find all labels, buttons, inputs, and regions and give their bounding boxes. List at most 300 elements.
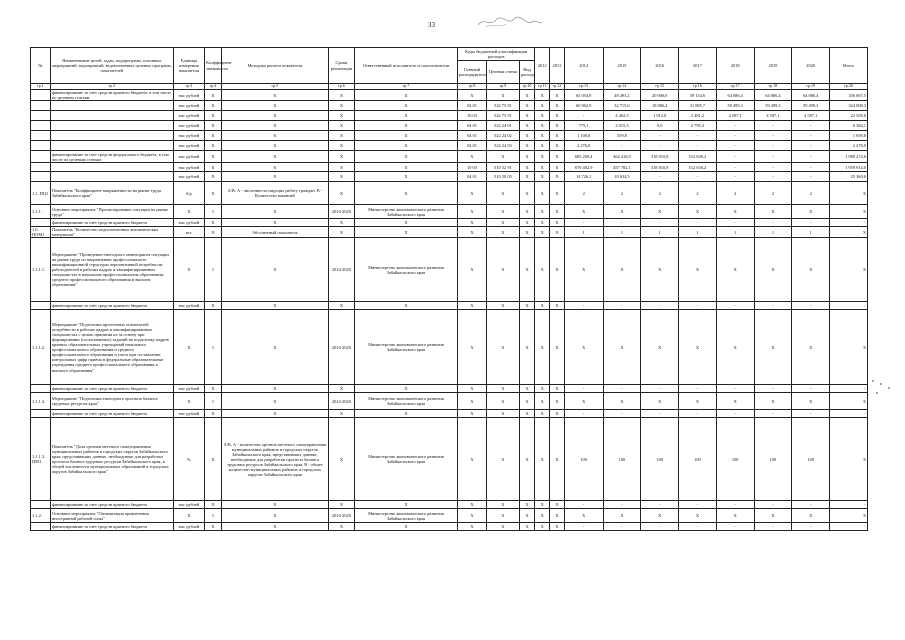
- cell-grbs: X: [457, 302, 486, 310]
- cell-y14: -: [564, 501, 603, 509]
- cell-y16: 318 010,8: [641, 163, 679, 172]
- cell-y19: -: [754, 501, 792, 509]
- cell-num: [31, 90, 51, 101]
- cell-y18: -: [716, 131, 754, 141]
- cell-y13: X: [550, 205, 565, 219]
- table-row: [31, 172, 868, 182]
- cell-y17: 2: [679, 182, 717, 205]
- cell-y14: 670 482,9: [564, 163, 603, 172]
- cell-grbs: X: [457, 501, 486, 509]
- cell-y13: X: [550, 227, 565, 238]
- cell-exec: X: [355, 523, 458, 531]
- cell-total: -: [830, 302, 868, 310]
- cell-y19: -: [754, 523, 792, 531]
- cell-cs: 522 24 01: [487, 121, 520, 131]
- cell-method: X: [221, 131, 328, 141]
- cell-num: [31, 101, 51, 111]
- cell-term: X: [328, 172, 354, 182]
- cell-y12: X: [535, 509, 550, 523]
- cell-y16: -: [641, 523, 679, 531]
- cell-total: -: [830, 523, 868, 531]
- cell-y14: 685 269,4: [564, 151, 603, 163]
- cell-method: X: [221, 101, 328, 111]
- cell-y13: X: [550, 410, 565, 418]
- cell-unit: %: [173, 418, 204, 501]
- table-row: [31, 501, 868, 509]
- table-row: [31, 163, 868, 172]
- cell-vr: X: [519, 501, 535, 509]
- cell-y15: 2: [603, 182, 641, 205]
- cell-y12: X: [535, 310, 550, 385]
- cell-y15: X: [603, 393, 641, 410]
- cell-grbs: X: [457, 418, 486, 501]
- cell-name: [50, 131, 173, 141]
- cell-coef: X: [205, 219, 222, 227]
- cell-y15: -: [603, 302, 641, 310]
- cell-y20: -: [792, 501, 830, 509]
- cell-name: финансирование за счёт средств краевого бюджета: [50, 302, 173, 310]
- cell-grbs: X: [457, 393, 486, 410]
- cell-y12: X: [535, 227, 550, 238]
- cell-total: -: [830, 410, 868, 418]
- cell-cs: X: [487, 238, 520, 302]
- cell-y19: 1: [754, 227, 792, 238]
- cell-grbs: X: [457, 310, 486, 385]
- cell-total: 1 959 914,0: [830, 163, 868, 172]
- cell-method: X: [221, 310, 328, 385]
- cell-method: А/В, А - численность ищущих работу граждан, В - Количество вакансий: [221, 182, 328, 205]
- cell-y19: X: [754, 393, 792, 410]
- cell-unit: тыс рублей: [173, 219, 204, 227]
- table-row: [31, 141, 868, 151]
- cell-y17: 2 481,2: [679, 111, 717, 121]
- cell-method: А/В, А - количество органов местного самоуправления муниципальных районов и городских округов Забайкальского края, представивших данные, необходимые для разработки прогноза баланса трудовых ресурсов Забайкальского края, В - общее количество муниципальных районов и городских округов Забайкальского края: [221, 418, 328, 501]
- cell-exec: X: [355, 172, 458, 182]
- table-row: [31, 238, 868, 302]
- cell-y14: -: [564, 302, 603, 310]
- cell-y16: X: [641, 310, 679, 385]
- cell-y14: 2: [564, 182, 603, 205]
- cell-term: X: [328, 410, 354, 418]
- cell-unit: X: [173, 238, 204, 302]
- cell-y15: 464 416,0: [603, 151, 641, 163]
- column-index-cell: гр.16: [679, 84, 717, 90]
- cell-grbs: X: [457, 385, 486, 393]
- cell-num: [31, 172, 51, 182]
- cell-method: X: [221, 172, 328, 182]
- cell-y19: -: [754, 219, 792, 227]
- table-body: [31, 90, 868, 531]
- cell-exec: X: [355, 121, 458, 131]
- cell-exec: X: [355, 302, 458, 310]
- cell-unit: X: [173, 393, 204, 410]
- cell-cs: X: [487, 385, 520, 393]
- cell-unit: тыс рублей: [173, 163, 204, 172]
- cell-term: X: [328, 227, 354, 238]
- cell-total: X: [830, 205, 868, 219]
- cell-unit: шт.: [173, 227, 204, 238]
- cell-total: 2 276,0: [830, 141, 868, 151]
- cell-grbs: X: [457, 205, 486, 219]
- cell-vr: X: [519, 227, 535, 238]
- cell-coef: 1: [205, 393, 222, 410]
- cell-y12: X: [535, 90, 550, 101]
- cell-y14: -: [564, 410, 603, 418]
- cell-name: Мероприятие "Подготовка ежегодного прогноза баланса трудовых ресурсов края": [50, 393, 173, 410]
- cell-unit: X: [173, 205, 204, 219]
- cell-total: -: [830, 219, 868, 227]
- cell-exec: X: [355, 163, 458, 172]
- cell-method: X: [221, 393, 328, 410]
- cell-exec: X: [355, 410, 458, 418]
- cell-cs: X: [487, 509, 520, 523]
- cell-vr: X: [519, 385, 535, 393]
- cell-vr: X: [519, 131, 535, 141]
- cell-term: X: [328, 151, 354, 163]
- cell-y16: X: [641, 238, 679, 302]
- cell-num: [31, 410, 51, 418]
- cell-y14: X: [564, 205, 603, 219]
- cell-y20: -: [792, 410, 830, 418]
- header-unit: Единица измерения показателя: [173, 48, 204, 84]
- cell-y19: 64 086,4: [754, 90, 792, 101]
- cell-name: финансирование за счет средств краевого бюджета: [50, 385, 173, 393]
- cell-unit: тыс рублей: [173, 131, 204, 141]
- cell-y19: -: [754, 385, 792, 393]
- cell-y15: -: [603, 385, 641, 393]
- cell-y18: 59 499,3: [716, 101, 754, 111]
- cell-total: X: [830, 418, 868, 501]
- cell-y13: X: [550, 393, 565, 410]
- cell-y19: 100: [754, 418, 792, 501]
- cell-num: [31, 131, 51, 141]
- cell-term: X: [328, 141, 354, 151]
- cell-vr: X: [519, 410, 535, 418]
- cell-unit: тыс рублей: [173, 101, 204, 111]
- cell-cs: 522 24 02: [487, 131, 520, 141]
- cell-coef: 1: [205, 205, 222, 219]
- table-row: [31, 121, 868, 131]
- cell-y12: X: [535, 131, 550, 141]
- cell-coef: X: [205, 121, 222, 131]
- cell-y14: 2 276,0: [564, 141, 603, 151]
- table-row: [31, 523, 868, 531]
- column-index-cell: гр.2: [50, 84, 173, 90]
- cell-term: 2014-2020: [328, 393, 354, 410]
- column-index-cell: гр.15: [641, 84, 679, 90]
- cell-y16: 0,0: [641, 121, 679, 131]
- cell-y13: X: [550, 101, 565, 111]
- cell-name: [50, 101, 173, 111]
- cell-y17: -: [679, 141, 717, 151]
- header-year-2019: 2019: [754, 48, 792, 84]
- cell-name: Показатель "Доля органов местного самоуправления муниципальных районов и городских округов Забайкальского края, представивших данные, необходимые для разработки прогноза баланса трудовых ресурсов Забайкальского края, в общей численности муниципальных образований и городских округов Забайкальского края": [50, 418, 173, 501]
- cell-coef: X: [205, 163, 222, 172]
- cell-y19: -: [754, 131, 792, 141]
- column-index-cell: гр.18: [754, 84, 792, 90]
- cell-coef: X: [205, 172, 222, 182]
- cell-method: X: [221, 385, 328, 393]
- cell-y20: -: [792, 121, 830, 131]
- cell-num: 1.1.1.: [31, 205, 51, 219]
- cell-y15: X: [603, 238, 641, 302]
- cell-term: X: [328, 163, 354, 172]
- cell-y12: X: [535, 101, 550, 111]
- cell-y18: 100: [716, 418, 754, 501]
- header-term: Сроки реализации: [328, 48, 354, 84]
- cell-y20: X: [792, 310, 830, 385]
- cell-y17: 39 154,6: [679, 90, 717, 101]
- cell-exec: X: [355, 151, 458, 163]
- cell-vr: X: [519, 219, 535, 227]
- cell-grbs: 04 01: [457, 101, 486, 111]
- column-index-cell: гр.14: [603, 84, 641, 90]
- cell-y13: X: [550, 238, 565, 302]
- page-number: 33: [428, 21, 435, 29]
- cell-coef: X: [205, 182, 222, 205]
- cell-y20: -: [792, 172, 830, 182]
- cell-y12: X: [535, 501, 550, 509]
- table-row: [31, 90, 868, 101]
- cell-term: X: [328, 523, 354, 531]
- cell-y15: X: [603, 205, 641, 219]
- cell-y18: 2: [716, 182, 754, 205]
- cell-grbs: X: [457, 238, 486, 302]
- cell-coef: X: [205, 141, 222, 151]
- cell-exec: X: [355, 131, 458, 141]
- cell-y18: -: [716, 151, 754, 163]
- cell-y13: X: [550, 141, 565, 151]
- cell-y16: 100: [641, 418, 679, 501]
- header-total: Итого: [830, 48, 868, 84]
- cell-method: X: [221, 302, 328, 310]
- table-row: [31, 410, 868, 418]
- cell-unit: тыс рублей: [173, 523, 204, 531]
- cell-y20: -: [792, 385, 830, 393]
- cell-y16: X: [641, 205, 679, 219]
- cell-num: 1.1.1.1.: [31, 238, 51, 302]
- table-row: [31, 418, 868, 501]
- cell-y13: X: [550, 182, 565, 205]
- cell-y14: -: [564, 111, 603, 121]
- cell-cs: X: [487, 523, 520, 531]
- cell-y12: X: [535, 182, 550, 205]
- header-cs: Целевая статья: [487, 61, 520, 84]
- cell-y14: X: [564, 393, 603, 410]
- cell-name: [50, 163, 173, 172]
- header-exec: Ответственный исполнитель и соисполнители: [355, 48, 458, 84]
- cell-name: финансирование за счёт средств краевого бюджета, в том числе по целевым статьям: [50, 90, 173, 101]
- cell-method: X: [221, 111, 328, 121]
- cell-exec: X: [355, 501, 458, 509]
- cell-y16: -: [641, 141, 679, 151]
- cell-y16: X: [641, 393, 679, 410]
- cell-y20: -: [792, 523, 830, 531]
- cell-y15: -: [603, 523, 641, 531]
- cell-y13: X: [550, 151, 565, 163]
- cell-y18: -: [716, 121, 754, 131]
- cell-y16: -: [641, 172, 679, 182]
- cell-y16: -: [641, 219, 679, 227]
- cell-method: X: [221, 163, 328, 172]
- cell-y12: X: [535, 141, 550, 151]
- cell-exec: Министерство экономического развития Забайкальского края: [355, 418, 458, 501]
- cell-y17: -: [679, 501, 717, 509]
- cell-y13: X: [550, 90, 565, 101]
- cell-unit: тыс рублей: [173, 410, 204, 418]
- cell-y12: X: [535, 410, 550, 418]
- cell-y18: X: [716, 393, 754, 410]
- cell-cs: 510 52 91: [487, 163, 520, 172]
- cell-y17: -: [679, 172, 717, 182]
- cell-vr: X: [519, 151, 535, 163]
- cell-vr: X: [519, 141, 535, 151]
- header-name: Наименование целей, задач, подпрограмм, основных мероприятий, мероприятий, ведомственных целевых программ, показателей: [50, 48, 173, 84]
- cell-y12: X: [535, 238, 550, 302]
- cell-name: Показатель "Количество подготовленных аналитических материалов": [50, 227, 173, 238]
- cell-cs: X: [487, 310, 520, 385]
- cell-exec: X: [355, 90, 458, 101]
- cell-cs: 522 75 91: [487, 111, 520, 121]
- cell-total: X: [830, 393, 868, 410]
- cell-term: X: [328, 131, 354, 141]
- cell-vr: X: [519, 172, 535, 182]
- cell-term: X: [328, 385, 354, 393]
- table-row: [31, 509, 868, 523]
- table-row: [31, 131, 868, 141]
- column-index-cell: гр.7: [355, 84, 458, 90]
- cell-num: [31, 523, 51, 531]
- table-row: [31, 151, 868, 163]
- cell-name: Основное мероприятие "Оптимизация привлечения иностранной рабочей силы": [50, 509, 173, 523]
- cell-y13: X: [550, 219, 565, 227]
- cell-y12: X: [535, 172, 550, 182]
- cell-y18: -: [716, 385, 754, 393]
- cell-term: X: [328, 111, 354, 121]
- cell-y12: X: [535, 393, 550, 410]
- cell-unit: тыс рублей: [173, 141, 204, 151]
- cell-y13: X: [550, 163, 565, 172]
- cell-y20: 4 587,1: [792, 111, 830, 121]
- cell-coef: X: [205, 385, 222, 393]
- cell-name: финансирование за счет средств федерального бюджета, в том числе по целевым статьям: [50, 151, 173, 163]
- cell-cs: X: [487, 393, 520, 410]
- cell-y12: X: [535, 302, 550, 310]
- cell-total: -: [830, 385, 868, 393]
- cell-y20: X: [792, 393, 830, 410]
- cell-y19: -: [754, 121, 792, 131]
- cell-y14: 100: [564, 418, 603, 501]
- cell-exec: X: [355, 219, 458, 227]
- cell-y14: X: [564, 509, 603, 523]
- cell-y12: X: [535, 523, 550, 531]
- column-index-cell: гр.10: [519, 84, 535, 90]
- cell-num: [31, 111, 51, 121]
- cell-y17: -: [679, 385, 717, 393]
- cell-y19: X: [754, 205, 792, 219]
- cell-num: [31, 121, 51, 131]
- cell-vr: X: [519, 163, 535, 172]
- cell-y15: -: [603, 141, 641, 151]
- cell-y15: X: [603, 310, 641, 385]
- cell-cs: X: [487, 90, 520, 101]
- cell-cs: X: [487, 418, 520, 501]
- cell-y17: X: [679, 238, 717, 302]
- cell-y12: X: [535, 111, 550, 121]
- cell-unit: тыс рублей: [173, 151, 204, 163]
- cell-y17: -: [679, 131, 717, 141]
- cell-y13: X: [550, 172, 565, 182]
- cell-y19: X: [754, 238, 792, 302]
- header-year-2015: 2015: [603, 48, 641, 84]
- cell-cs: 522 24 03: [487, 141, 520, 151]
- cell-y15: 559,8: [603, 131, 641, 141]
- cell-total: X: [830, 509, 868, 523]
- cell-method: X: [221, 219, 328, 227]
- cell-y16: 318 010,8: [641, 151, 679, 163]
- cell-unit: X: [173, 509, 204, 523]
- budget-table: [30, 47, 868, 531]
- cell-y19: 59 499,3: [754, 101, 792, 111]
- cell-y18: -: [716, 410, 754, 418]
- cell-coef: X: [205, 151, 222, 163]
- cell-name: [50, 141, 173, 151]
- cell-total: -: [830, 501, 868, 509]
- cell-y14: -: [564, 523, 603, 531]
- cell-exec: Министерство экономического развития Забайкальского края: [355, 205, 458, 219]
- cell-method: X: [221, 238, 328, 302]
- cell-name: Мероприятие "Проведение ежегодного мониторинга ситуации на рынке труда по направлению профессионально-квалификационной структуры перспективной потребности работодателей в рабочих кадрах и квалифицированных специалистах в начальном профессиональном образовании, среднего профессионального образования и высшем образовании": [50, 238, 173, 302]
- cell-cs: 522 75 91: [487, 101, 520, 111]
- cell-y12: X: [535, 418, 550, 501]
- header-year-2016: 2016: [641, 48, 679, 84]
- table-row: [31, 111, 868, 121]
- cell-term: X: [328, 90, 354, 101]
- cell-method: X: [221, 141, 328, 151]
- table-row: [31, 310, 868, 385]
- cell-name: финансирование за счёт средств краевого бюджета: [50, 219, 173, 227]
- cell-coef: X: [205, 410, 222, 418]
- cell-y16: -: [641, 501, 679, 509]
- cell-coef: 1: [205, 238, 222, 302]
- cell-total: 6 384,1: [830, 121, 868, 131]
- cell-coef: X: [205, 101, 222, 111]
- cell-y17: -: [679, 302, 717, 310]
- stamp-scribble-icon: [476, 15, 546, 29]
- cell-y20: X: [792, 238, 830, 302]
- cell-num: [31, 302, 51, 310]
- cell-cs: X: [487, 227, 520, 238]
- cell-name: Основное мероприятие "Прогнозирование ситуации на рынке труда": [50, 205, 173, 219]
- cell-unit: тыс рублей: [173, 302, 204, 310]
- cell-y18: -: [716, 163, 754, 172]
- cell-y14: -: [564, 219, 603, 227]
- header-method: Методика расчета показателя: [221, 48, 328, 84]
- cell-coef: X: [205, 227, 222, 238]
- cell-y19: -: [754, 141, 792, 151]
- cell-y18: X: [716, 238, 754, 302]
- cell-y13: X: [550, 523, 565, 531]
- cell-total: 356 067,5: [830, 90, 868, 101]
- cell-method: X: [221, 509, 328, 523]
- cell-unit: X: [173, 310, 204, 385]
- column-index-cell: гр.9: [487, 84, 520, 90]
- cell-num: [31, 163, 51, 172]
- cell-name: [50, 121, 173, 131]
- cell-method: X: [221, 410, 328, 418]
- cell-y20: 2: [792, 182, 830, 205]
- cell-y14: X: [564, 310, 603, 385]
